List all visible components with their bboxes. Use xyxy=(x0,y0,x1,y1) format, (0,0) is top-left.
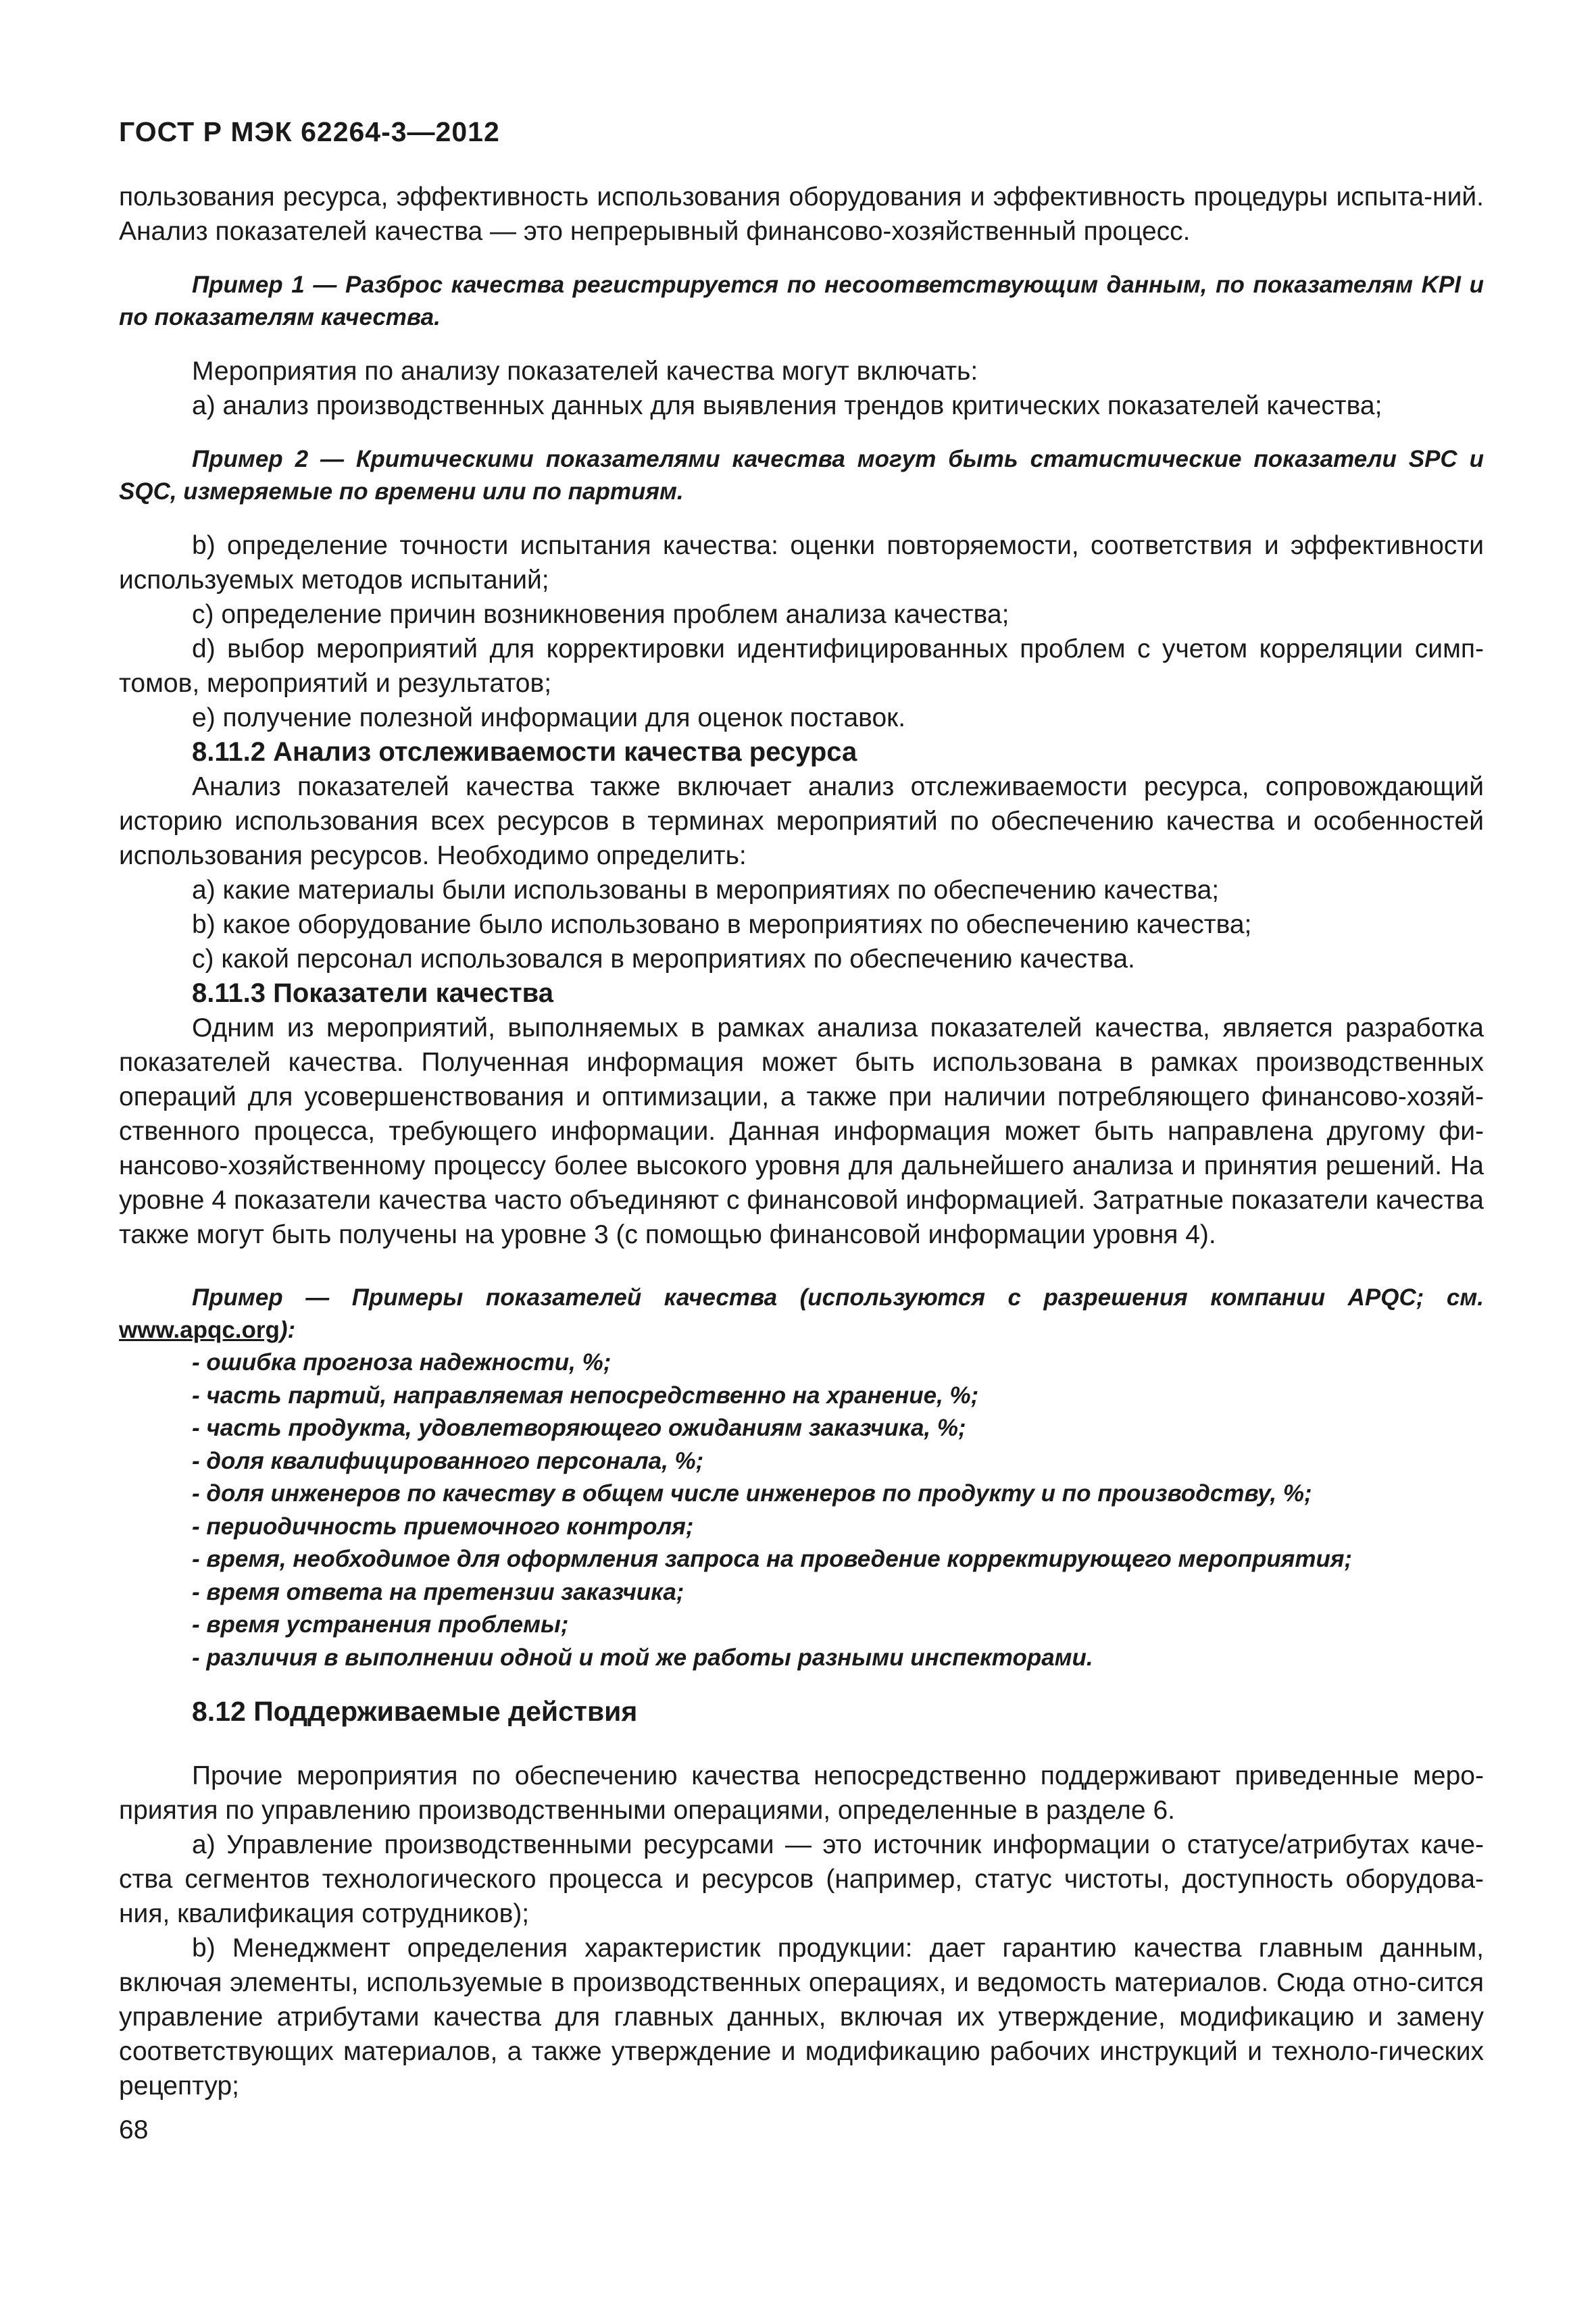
section-8-11-2-item-a: а) какие материалы были использованы в мероприятиях по обеспечению качества; xyxy=(192,876,1220,905)
list-item-d: d) выбор мероприятий для корректировки идентифицированных проблем с учетом корреляции симп-томов, мероприятий и результатов; xyxy=(119,634,1484,698)
example-3-prefix: Пример — Примеры показателей качества (используются с разрешения компании APQC; см. xyxy=(192,1284,1484,1311)
section-8-12-item-b: b) Менеджмент определения характеристик продукции: дает гарантию качества главным данным, включая элементы, используемые в производственных операциях, и ведомость материалов. Сюда отно-сится управление атрибутами качества для главных данных, включая их утверждение, модификацию и замену соответствующих материалов, а также утверждение и модификацию рабочих инструкций и техноло-гических рецептур; xyxy=(119,1934,1484,2101)
activities-intro: Мероприятия по анализу показателей качества могут включать: xyxy=(192,357,978,386)
list-item: - доля инженеров по качеству в общем числе инженеров по продукту и по производству, %; xyxy=(192,1480,1312,1507)
document-header: ГОСТ Р МЭК 62264-3—2012 xyxy=(119,116,500,147)
example-2: Пример 2 — Критическими показателями качества могут быть статистические показатели SPC и SQC, измеряемые по времени или по партиям. xyxy=(119,446,1484,505)
example-3 xyxy=(119,1282,1484,1347)
list-item: - время ответа на претензии заказчика; xyxy=(192,1578,684,1605)
example-3-suffix: ): xyxy=(279,1317,296,1343)
list-item-c: c) определение причин возникновения проблем анализа качества; xyxy=(192,600,1009,629)
section-8-11-3-text: Одним из мероприятий, выполняемых в рамках анализа показателей качества, является разработка показателей качества. Полученная информация может быть использована в рамках производственных операций для усовершенствования и оптимизации, а также при наличии потребляющего финансово-хозяй-ственного процесса, требующего информации. Данная информация может быть направлена другому фи-нансово-хозяйственному процессу более высокого уровня для дальнейшего анализа и принятия решений. На уровне 4 показатели качества часто объединяют с финансовой информацией. Затратные показатели качества также могут быть получены на уровне 3 (с помощью финансовой информации уровня 4). xyxy=(119,1013,1484,1249)
list-item-a: а) анализ производственных данных для выявления трендов критических показателей качества; xyxy=(192,391,1382,420)
section-8-12-item-a: а) Управление производственными ресурсами — это источник информации о статусе/атрибутах каче-ства сегментов технологического процесса и ресурсов (например, статус чистоты, доступность оборудова-ния, квалификация сотрудников); xyxy=(119,1830,1484,1928)
section-8-11-2-item-b: b) какое оборудование было использовано в мероприятиях по обеспечению качества; xyxy=(192,910,1252,939)
list-item: - время, необходимое для оформления запроса на проведение корректирующего мероприятия; xyxy=(192,1546,1353,1572)
list-item: - часть партий, направляемая непосредственно на хранение, %; xyxy=(192,1382,979,1409)
list-item: - время устранения проблемы; xyxy=(192,1611,569,1638)
section-8-11-2-item-c: c) какой персонал использовался в мероприятиях по обеспечению качества. xyxy=(192,945,1135,974)
document-page xyxy=(119,115,1484,2103)
list-item: - часть продукта, удовлетворяющего ожиданиям заказчика, %; xyxy=(192,1415,966,1441)
apqc-link[interactable]: www.apqc.org xyxy=(119,1317,280,1343)
list-item: - доля квалифицированного персонала, %; xyxy=(192,1447,704,1474)
section-8-11-2-heading: 8.11.2 Анализ отслеживаемости качества ресурса xyxy=(192,737,857,767)
page-number: 68 xyxy=(119,2115,149,2144)
list-item-e: e) получение полезной информации для оценок поставок. xyxy=(192,703,906,732)
list-item: - различия в выполнении одной и той же работы разными инспекторами. xyxy=(192,1644,1093,1671)
list-item: - ошибка прогноза надежности, %; xyxy=(192,1349,612,1376)
section-8-11-3-heading: 8.11.3 Показатели качества xyxy=(192,978,553,1008)
section-8-12-heading: 8.12 Поддерживаемые действия xyxy=(192,1696,638,1727)
section-8-11-2-text: Анализ показателей качества также включает анализ отслеживаемости ресурса, сопровождающий историю использования всех ресурсов в терминах мероприятий по обеспечению качества и особенностей использования ресурсов. Необходимо определить: xyxy=(119,772,1484,870)
section-8-12-text: Прочие мероприятия по обеспечению качества непосредственно поддерживают приведенные меро-приятия по управлению производственными операциями, определенные в разделе 6. xyxy=(119,1761,1484,1825)
quality-metrics-list xyxy=(119,1347,1484,1674)
example-1: Пример 1 — Разброс качества регистрируется по несоответствующим данным, по показателям KPI и по показателям качества. xyxy=(119,272,1484,330)
list-item: - периодичность приемочного контроля; xyxy=(192,1513,694,1540)
list-item-b: b) определение точности испытания качества: оценки повторяемости, соответствия и эффективности используемых методов испытаний; xyxy=(119,531,1484,595)
intro-paragraph: пользования ресурса, эффективность использования оборудования и эффективность процедуры испыта-ний. Анализ показателей качества — это непрерывный финансово-хозяйственный процесс. xyxy=(119,182,1484,246)
